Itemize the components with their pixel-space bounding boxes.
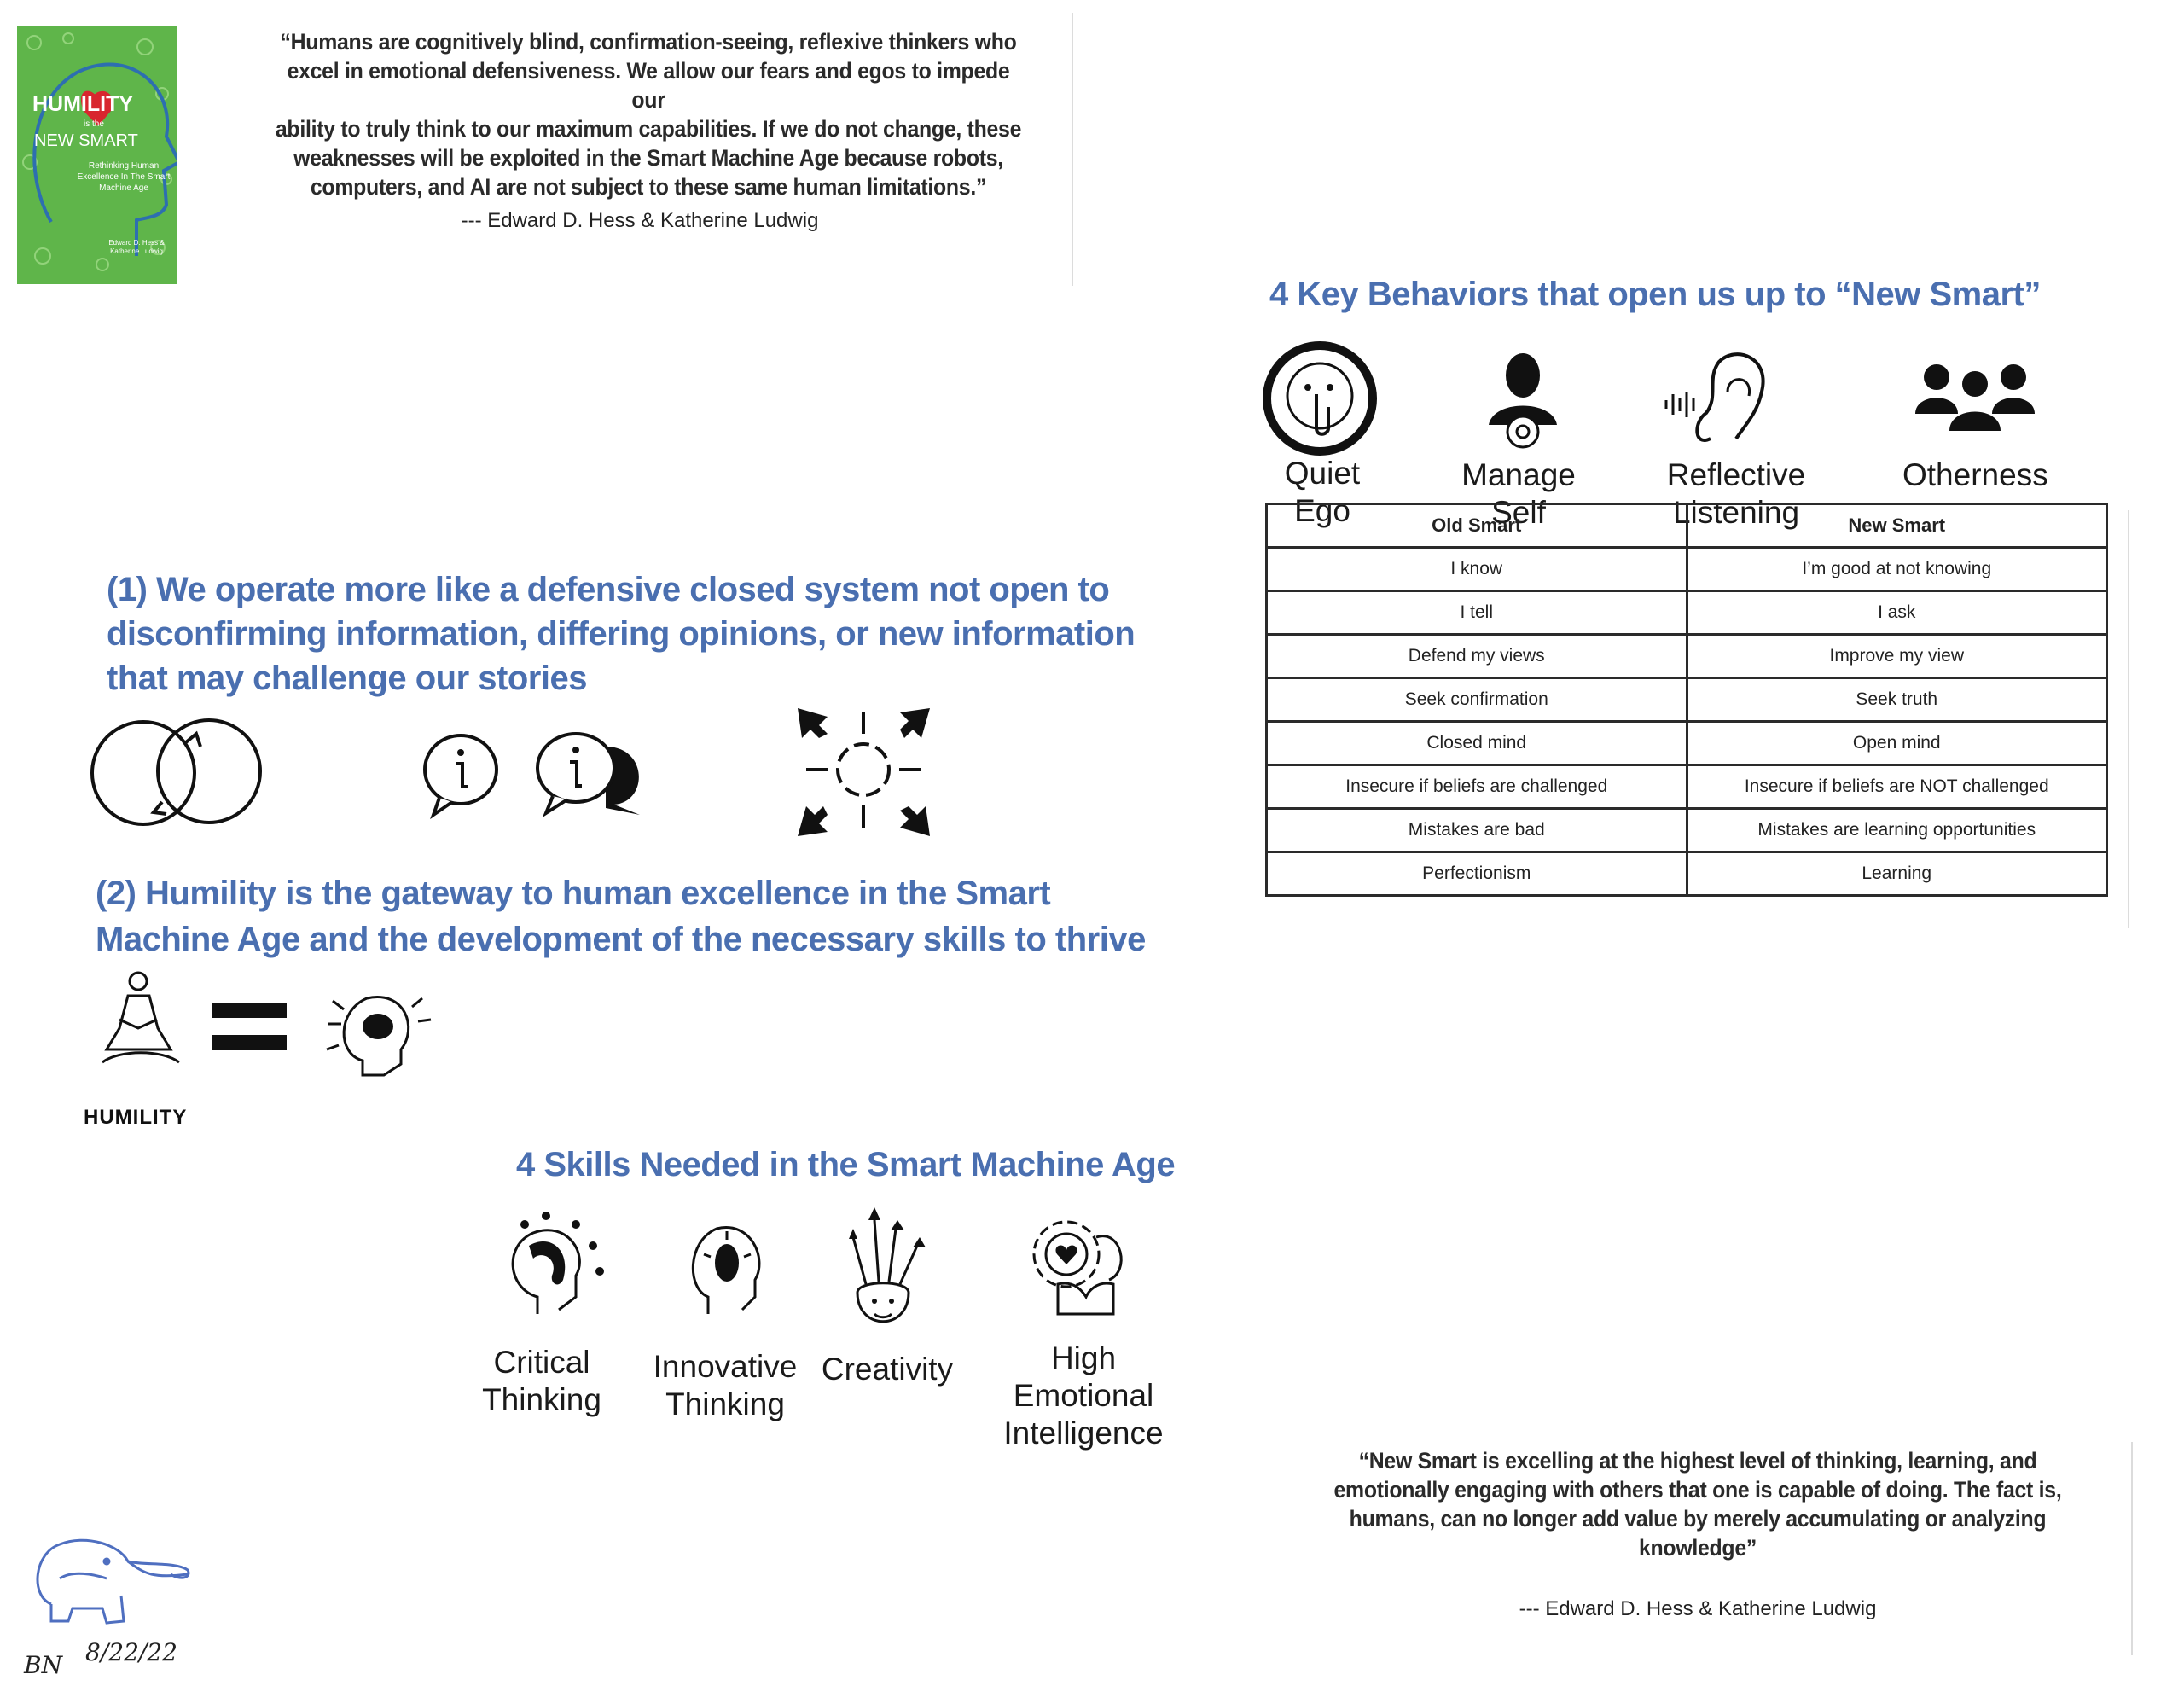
meditating-person-icon [102,968,183,1075]
quiet-ego-icon [1258,343,1386,454]
skill-label-line: Innovative [653,1349,798,1384]
skill-label-critical-thinking [473,1344,610,1419]
point1-heading [107,567,1135,701]
paper-edge [1072,13,1073,286]
table-cell: Improve my view [1687,635,2107,678]
paper-edge [2128,510,2129,928]
info-bubble-icon [418,734,503,819]
point2-line: (2) Humility is the gateway to human excellence in the Smart [96,875,1051,912]
table-cell: Closed mind [1267,722,1687,765]
quote-line: “New Smart is excelling at the highest level of thinking, learning, and [1358,1448,2037,1474]
skill-label-innovative-thinking [653,1348,798,1423]
idea-head-icon [320,985,435,1084]
table-row [1267,635,2107,678]
manage-self-icon [1476,348,1570,459]
table-row [1267,548,2107,591]
point2-heading [96,870,1146,962]
behavior-label-otherness: Otherness [1902,457,2048,492]
table-cell: Mistakes are learning opportunities [1687,809,2107,852]
closed-loop-icon [85,717,269,832]
skills-title: 4 Skills Needed in the Smart Machine Age [516,1146,1176,1183]
quote-line: computers, and AI are not subject to these same human limitations.” [310,174,987,200]
table-row [1267,591,2107,635]
info-bubble-shadow-icon [529,730,653,819]
skill-label-emotional-intelligence [981,1340,1186,1452]
behavior-label-quiet-ego: Quiet Ego [1284,456,1361,528]
bright-arrows-icon [793,700,934,840]
signature-date: 8/22/22 [85,1638,177,1666]
behavior-label-manage-self: Manage Self [1461,457,1576,530]
innovative-thinking-icon [682,1216,768,1318]
table-cell: Defend my views [1267,635,1687,678]
skill-label-line: High Emotional [1013,1340,1154,1413]
table-row [1267,809,2107,852]
table-cell: Perfectionism [1267,852,1687,896]
table-header-new-smart: New Smart [1687,504,2107,548]
table-row [1267,765,2107,809]
skill-label-line: Critical [493,1345,590,1380]
table-cell: Insecure if beliefs are NOT challenged [1687,765,2107,809]
skill-label-line: Thinking [665,1387,785,1421]
emotional-intelligence-icon [1019,1212,1130,1318]
point1-line: disconfirming information, differing opinions, or new information [107,615,1136,653]
table-cell: Open mind [1687,722,2107,765]
table-cell: Learning [1687,852,2107,896]
table-cell: I know [1267,548,1687,591]
old-vs-new-smart-table [1265,503,2108,897]
point1-line: that may challenge our stories [107,660,587,697]
table-cell: I tell [1267,591,1687,635]
point1-line: (1) We operate more like a defensive closed system not open to [107,571,1110,608]
quote-line: ability to truly think to our maximum capabilities. If we do not change, these [275,116,1022,142]
humility-label: HUMILITY [84,1106,188,1129]
quote-line: humans, can no longer add value by merely accumulating or analyzing [1349,1506,2047,1532]
point2-line: Machine Age and the development of the necessary skills to thrive [96,921,1146,958]
book-authors: Edward D. Hess & Katherine Ludwig [108,239,165,255]
top-quote-attribution: --- Edward D. Hess & Katherine Ludwig [461,209,819,232]
paper-edge [2131,1442,2133,1655]
quote-line: “Humans are cognitively blind, confirmation-seeing, reflexive thinkers who [280,29,1017,55]
skill-label-line: Intelligence [1003,1416,1164,1451]
behaviors-title: 4 Key Behaviors that open us up to “New Smart” [1269,276,2041,313]
signature-initials: BN [24,1651,63,1679]
top-quote [239,27,1058,201]
skill-label-line: Creativity [821,1352,954,1387]
book-subtitle: Rethinking Human Excellence In The Smart Machine Age [77,161,171,193]
quote-line: knowledge” [1638,1535,1757,1561]
table-cell: Seek truth [1687,678,2107,722]
table-header-row [1267,504,2107,548]
table-cell: I’m good at not knowing [1687,548,2107,591]
elephant-doodle-icon [26,1527,196,1630]
quote-line: emotionally engaging with others that one is capable of doing. The fact is, [1333,1477,2062,1503]
bottom-quote-attribution: --- Edward D. Hess & Katherine Ludwig [1519,1597,1877,1620]
equals-icon [212,1003,288,1054]
book-title-1: HUMILITY [32,92,134,116]
book-cover [17,26,177,284]
table-cell: Seek confirmation [1267,678,1687,722]
behavior-label-reflective-listening: Reflective Listening [1666,457,1806,530]
bottom-quote [1301,1446,2094,1562]
table-cell: Mistakes are bad [1267,809,1687,852]
table-header-old-smart: Old Smart [1267,504,1687,548]
quote-line: excel in emotional defensiveness. We allow our fears and egos to impede our [287,58,1010,113]
book-title-2: is the [84,119,104,129]
table-cell: I ask [1687,591,2107,635]
table-row [1267,852,2107,896]
book-title-3: NEW SMART [34,131,138,150]
table-row [1267,678,2107,722]
skill-label-line: Thinking [482,1382,601,1417]
critical-thinking-icon [499,1212,610,1318]
ear-icon [1659,345,1770,456]
table-row [1267,722,2107,765]
creativity-icon [836,1203,930,1331]
table-cell: Insecure if beliefs are challenged [1267,765,1687,809]
quote-line: weaknesses will be exploited in the Smart Machine Age because robots, [293,145,1003,171]
group-icon [1911,358,2039,439]
skill-label-creativity [815,1351,960,1388]
